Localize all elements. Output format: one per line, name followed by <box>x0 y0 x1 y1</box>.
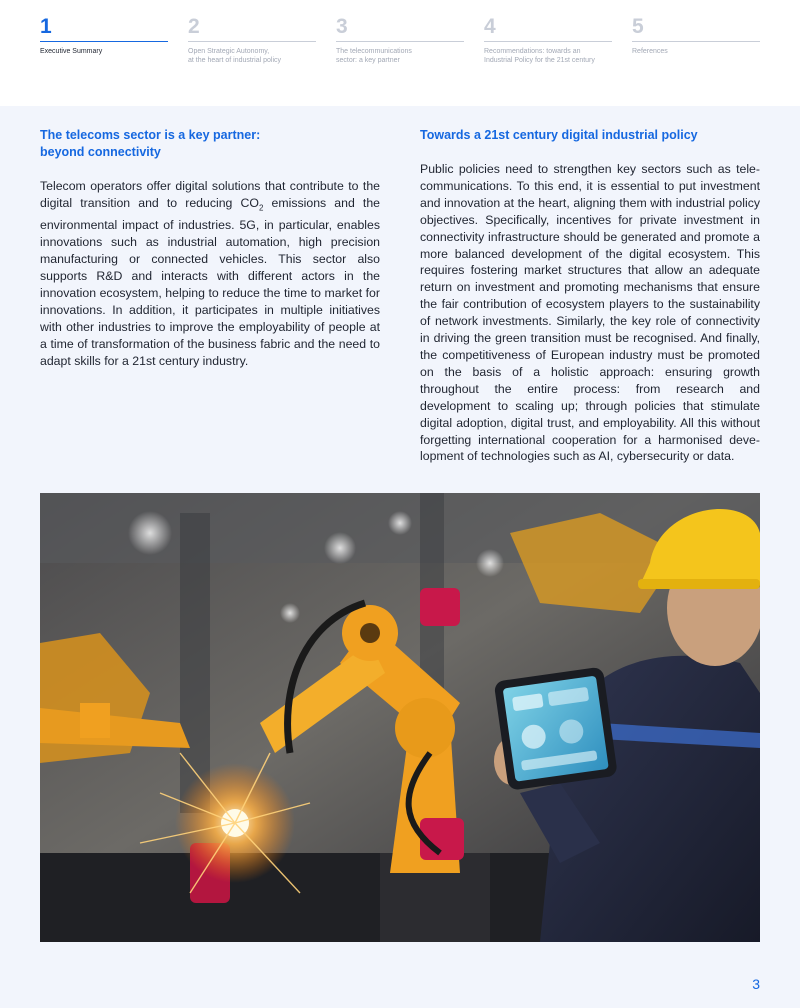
nav-step-4[interactable] <box>484 14 612 65</box>
right-column <box>420 127 760 465</box>
industrial-robot-photo <box>40 493 760 942</box>
left-heading: The telecoms sector is a key partner: beyond connectivity <box>40 128 261 159</box>
step-label: Recommendations: towards an Industrial Policy for the 21st century <box>484 48 595 64</box>
step-underline <box>188 41 316 42</box>
left-column <box>40 127 380 369</box>
step-label: References <box>632 48 668 55</box>
step-label: Open Strategic Autonomy, at the heart of industrial policy <box>188 48 281 64</box>
nav-step-2[interactable] <box>188 14 316 65</box>
section-navigation <box>0 0 800 106</box>
step-underline <box>632 41 760 42</box>
left-body <box>40 178 380 369</box>
nav-step-1[interactable] <box>40 14 168 65</box>
step-label: The telecommunications sector: a key partner <box>336 48 412 64</box>
step-number: 3 <box>336 15 348 38</box>
step-underline <box>336 41 464 42</box>
nav-step-3[interactable] <box>336 14 464 65</box>
right-body: Public policies need to strengthen key sectors such as telecommunications. To this end, it is essential to put investment and innovation at the heart, aligning them with industrial policy objectives. Specifically, incentives for private investment in connectivity infrastructure should be generated and promote a more balanced development of the digital ecosystem. This requires fostering market structures that allow an adequate return on investment and promoting mechanisms that ensure the fair contribution of ecosystem players to the sustainability of network investments. Similarly, the key role of connectivity in driving the green transition must be recognised. And finally, the competitiveness of European industry must be promoted on the basis of a holistic approach: ensuring growth throughout the entire process: from research and development to scaling up; through policies that stimulate digital adoption, digital trust, and employability. All this without forgetting international cooperation for a harmonised development of technologies such as AI, cybersecurity or data. <box>420 162 760 464</box>
step-number: 2 <box>188 15 200 38</box>
left-body-part-1: Telecom operators offer digital solutions that contribute to the digital transition and to reducing CO <box>40 179 380 210</box>
step-underline <box>40 41 168 42</box>
page-number: 3 <box>752 976 760 992</box>
left-body-part-2: emissions and the environmental impact of industries. 5G, in particular, enables innovations such as industrial automation, high precision manufacturing or connected vehicles. This sector also supports R&D and interacts with different actors in the innovation ecosystem, helping to reduce the time to market for innovations. In addition, it participates in multiple initiatives with other industries to improve the employability of people at a time of transformation of the business fabric and the need to adapt skills for a 21st century industry. <box>40 195 381 368</box>
step-label: Executive Summary <box>40 48 103 55</box>
co2-subscript: 2 <box>258 203 264 213</box>
step-number: 5 <box>632 15 644 38</box>
step-number: 1 <box>40 15 52 38</box>
photo-illustration <box>40 493 760 942</box>
step-underline <box>484 41 612 42</box>
step-number: 4 <box>484 15 496 38</box>
nav-step-5[interactable] <box>632 14 760 65</box>
step-list <box>40 14 760 65</box>
right-heading: Towards a 21st century digital industrial policy <box>420 128 698 142</box>
